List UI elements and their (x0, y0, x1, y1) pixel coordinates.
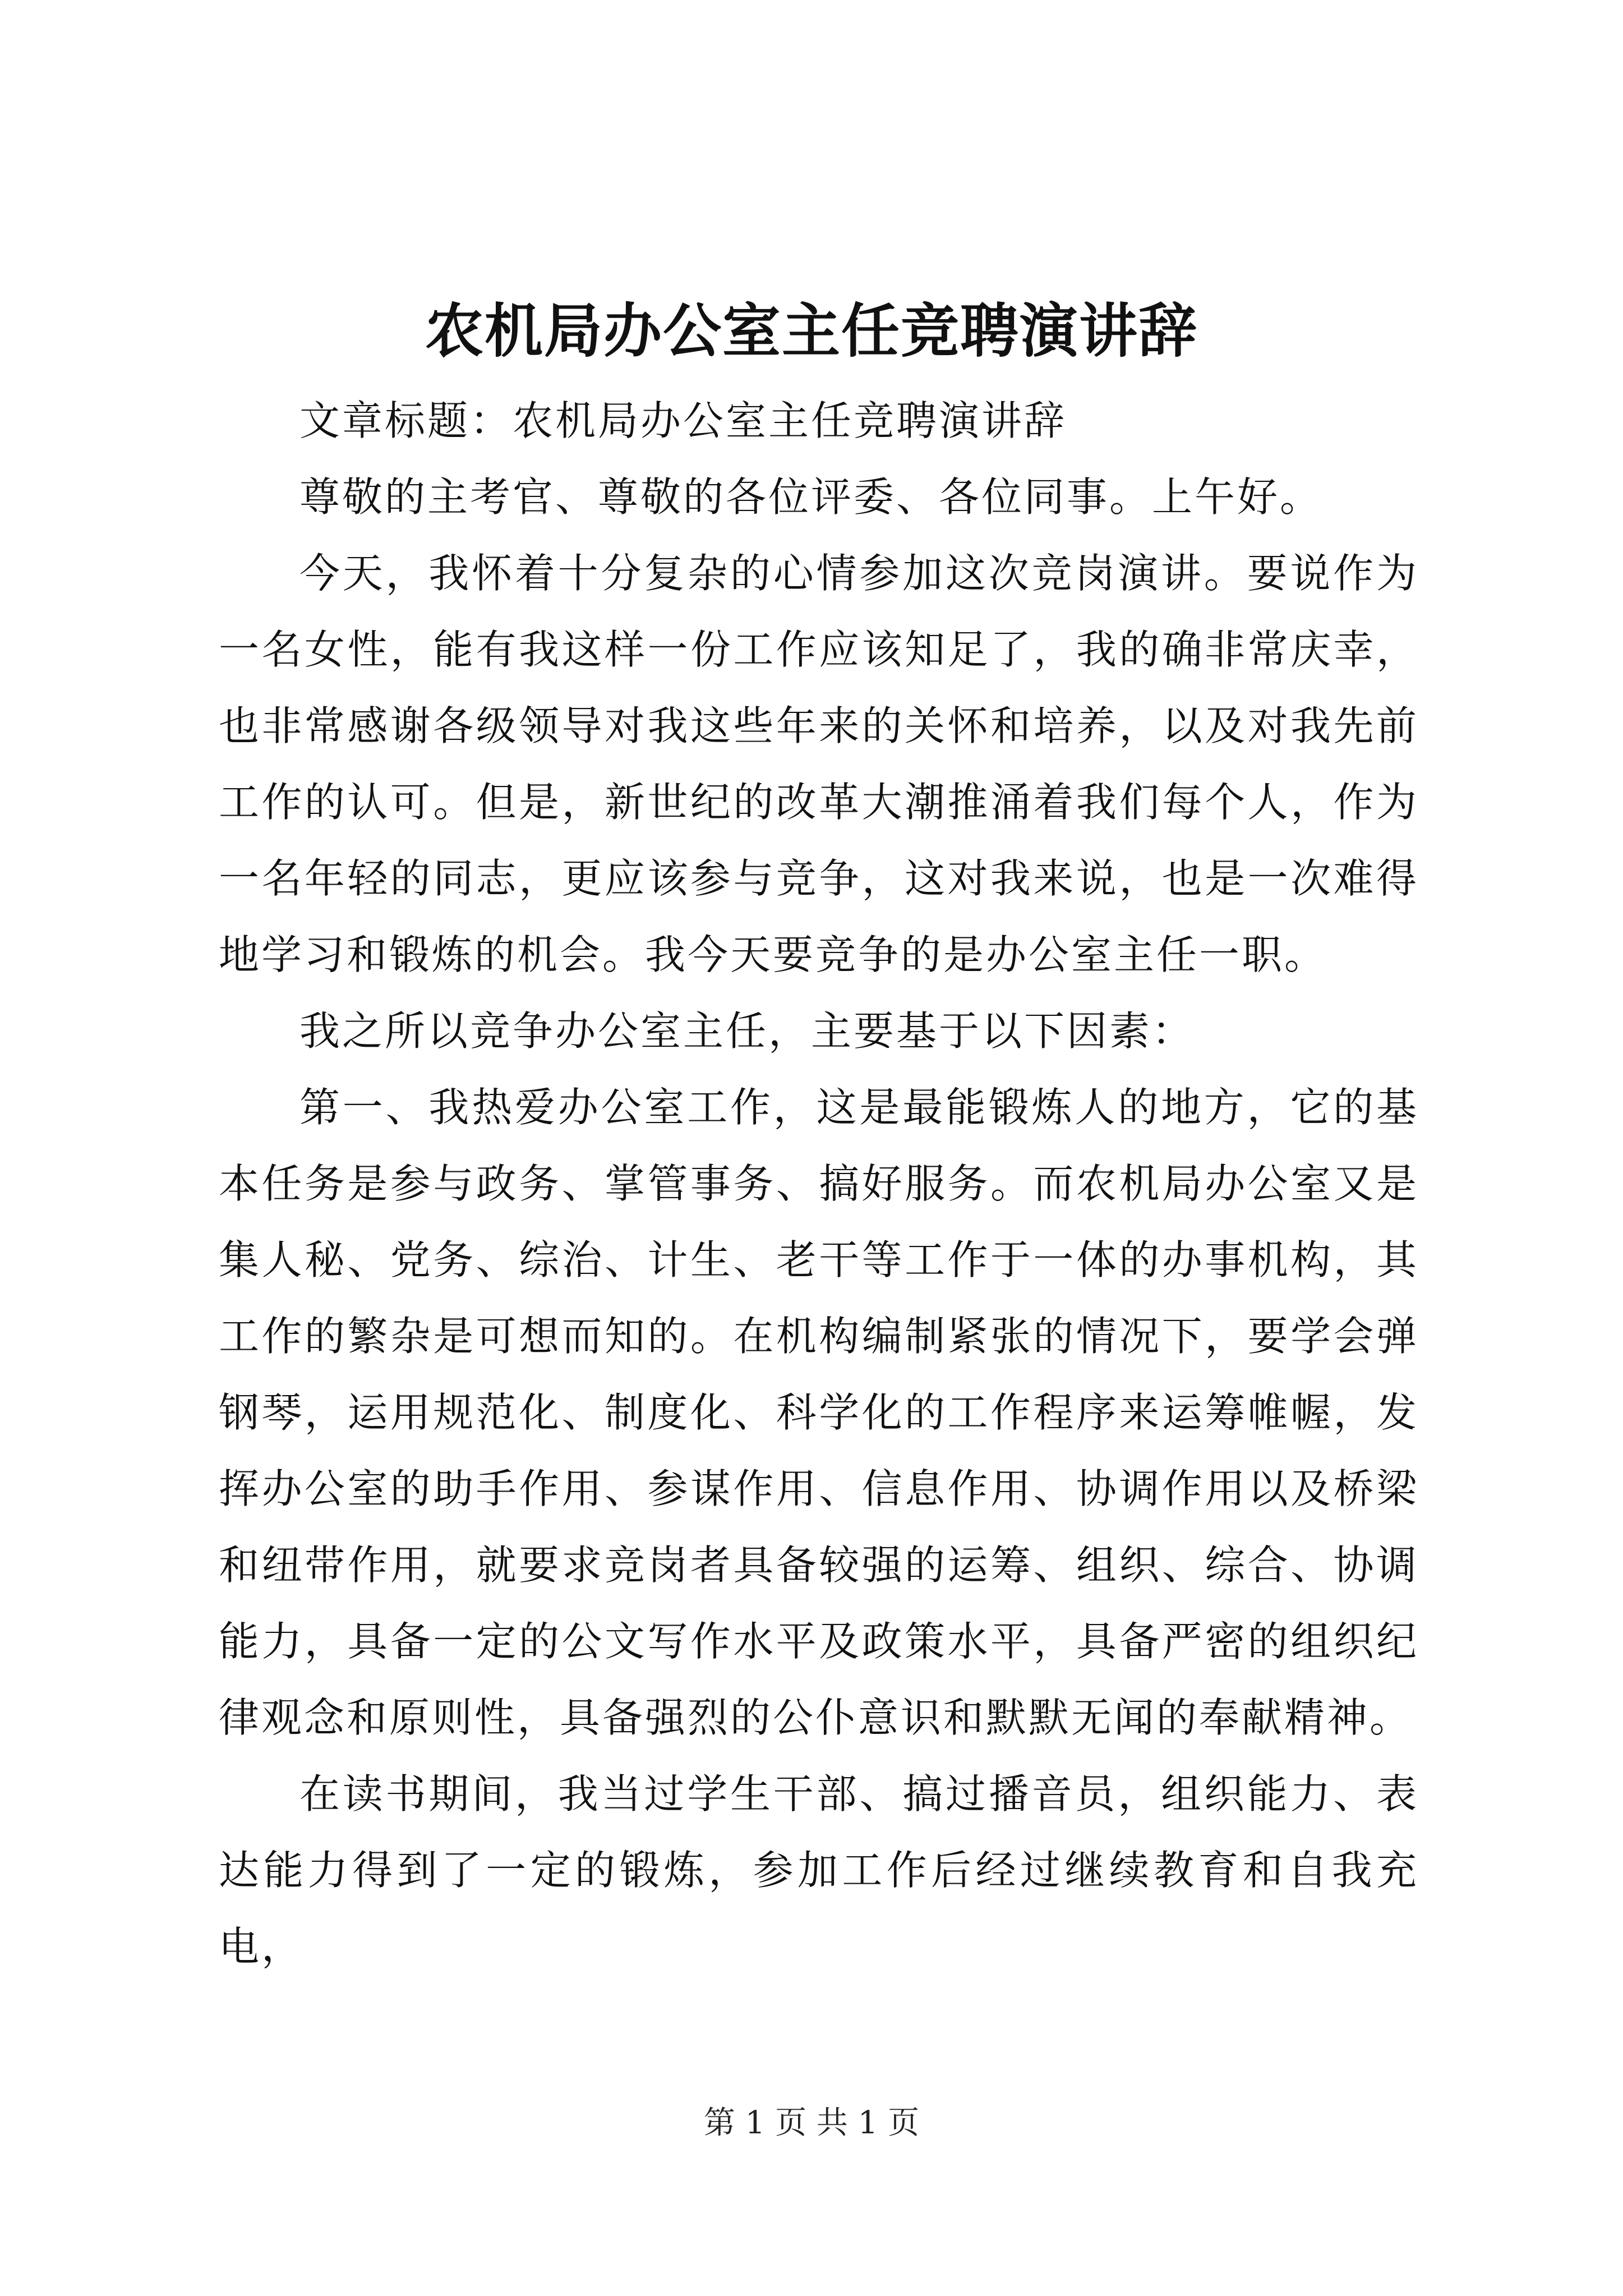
paragraph-intro: 今天，我怀着十分复杂的心情参加这次竞岗演讲。要说作为一名女性，能有我这样一份工作应该知足了，我的确非常庆幸，也非常感谢各级领导对我这些年来的关怀和培养，以及对我先前工作的认可。但是，新世纪的改革大潮推涌着我们每个人，作为一名年轻的同志，更应该参与竞争，这对我来说，也是一次难得地学习和锻炼的机会。我今天要竞争的是办公室主任一职。 (219, 550, 1419, 978)
paragraph-experience: 在读书期间，我当过学生干部、搞过播音员，组织能力、表达能力得到了一定的锻炼，参加工作后经过继续教育和自我充电， (219, 1770, 1419, 1970)
page-footer: 第 1 页 共 1 页 (703, 2105, 920, 2141)
paragraph-reasons-lead: 我之所以竞争办公室主任，主要基于以下因素： (299, 1007, 1195, 1055)
document-title: 农机局办公室主任竞聘演讲辞 (425, 296, 1198, 365)
paragraph-article-title: 文章标题：农机局办公室主任竞聘演讲辞 (299, 397, 1067, 444)
document-body (219, 383, 1419, 1985)
paragraph-reason-one: 第一、我热爱办公室工作，这是最能锻炼人的地方，它的基本任务是参与政务、掌管事务、搞好服务。而农机局办公室又是集人秘、党务、综治、计生、老干等工作于一体的办事机构，其工作的繁杂是可想而知的。在机构编制紧张的情况下，要学会弹钢琴，运用规范化、制度化、科学化的工作程序来运筹帷幄，发挥办公室的助手作用、参谋作用、信息作用、协调作用以及桥梁和纽带作用，就要求竞岗者具备较强的运筹、组织、综合、协调能力，具备一定的公文写作水平及政策水平，具备严密的组织纪律观念和原则性，具备强烈的公仆意识和默默无闻的奉献精神。 (219, 1084, 1419, 1741)
paragraph-greeting: 尊敬的主考官、尊敬的各位评委、各位同事。上午好。 (299, 473, 1323, 521)
